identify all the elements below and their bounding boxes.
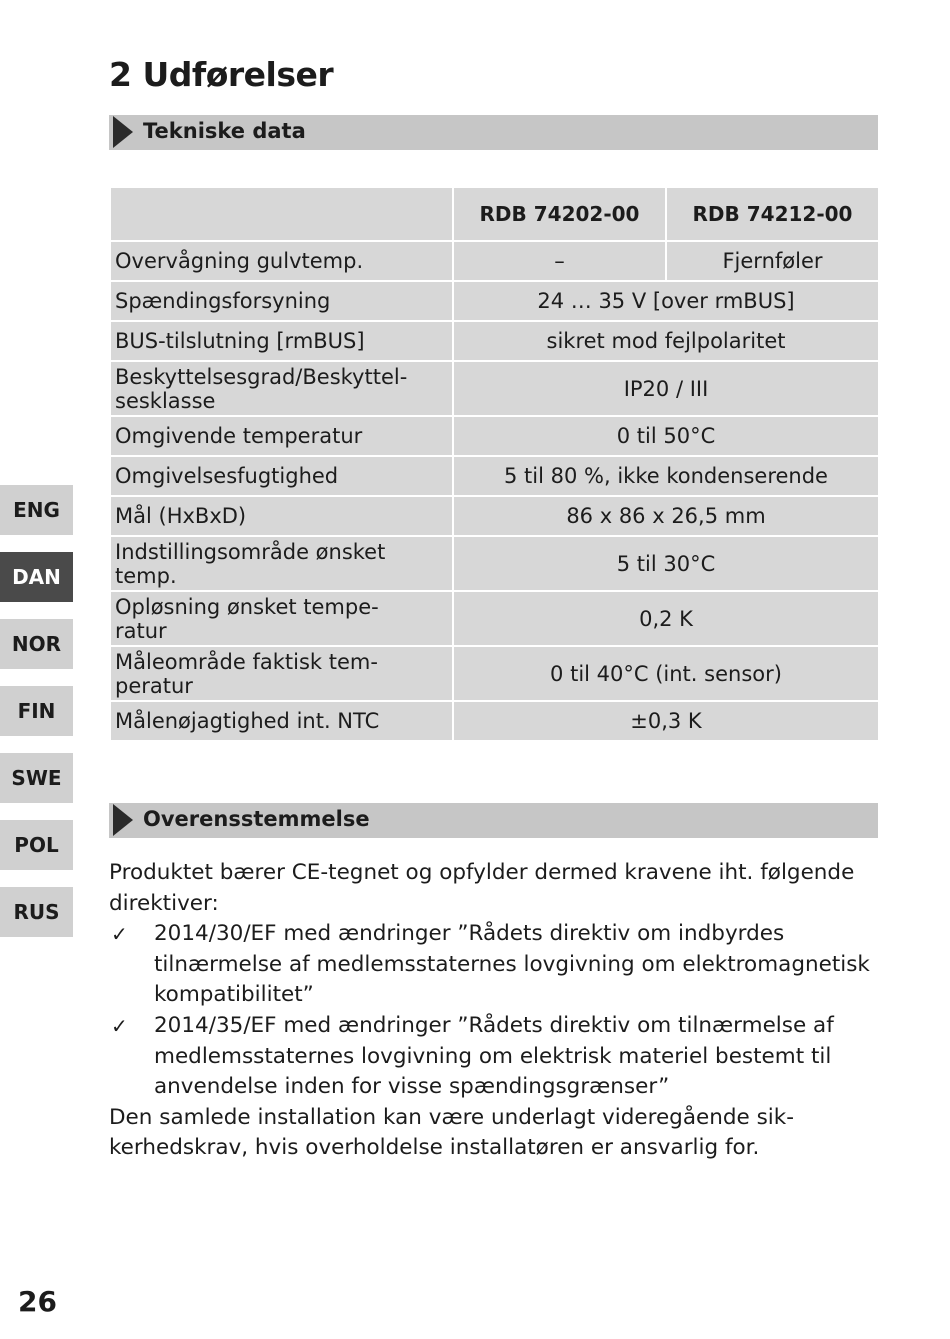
section-header-conformity <box>109 803 878 838</box>
row-value: 24 … 35 V [over rmBUS] <box>453 281 879 321</box>
table-row <box>110 536 879 591</box>
row-value: Fjernføler <box>666 241 879 281</box>
section-title: Overensstemmelse <box>143 807 370 831</box>
table-row <box>110 281 879 321</box>
row-value: 0,2 K <box>453 591 879 646</box>
row-label: Omgivende temperatur <box>110 416 453 456</box>
triangle-bullet-icon <box>113 116 133 148</box>
row-value: 5 til 30°C <box>453 536 879 591</box>
conformity-intro: Produktet bærer CE-tegnet og opfylder dermed kravene iht. følgende direktiver: <box>109 860 855 916</box>
table-row <box>110 361 879 416</box>
row-label: Beskyttelsesgrad/Beskyttel- sesklasse <box>110 361 453 416</box>
check-mark-icon: ✓ <box>111 1013 128 1038</box>
language-tab-nor[interactable]: NOR <box>0 619 73 669</box>
row-value: ±0,3 K <box>453 701 879 741</box>
row-label: Målenøjagtighed int. NTC <box>110 701 453 741</box>
row-value: 0 til 50°C <box>453 416 879 456</box>
directive-item <box>109 919 889 1011</box>
row-value: 0 til 40°C (int. sensor) <box>453 646 879 701</box>
table-header-empty <box>110 187 453 241</box>
row-label: Spændingsforsyning <box>110 281 453 321</box>
directive-item <box>109 1011 889 1103</box>
check-mark-icon: ✓ <box>111 922 128 947</box>
section-title: Tekniske data <box>143 119 306 143</box>
row-value: 86 x 86 x 26,5 mm <box>453 496 879 536</box>
table-header-model: RDB 74202-00 <box>453 187 666 241</box>
row-label: Omgivelsesfugtighed <box>110 456 453 496</box>
table-row <box>110 591 879 646</box>
table-row <box>110 496 879 536</box>
technical-data-table <box>109 186 880 742</box>
row-value: sikret mod fejlpolaritet <box>453 321 879 361</box>
row-label: Måleområde faktisk tem- peratur <box>110 646 453 701</box>
row-label: Overvågning gulvtemp. <box>110 241 453 281</box>
page-number: 26 <box>18 1285 57 1318</box>
page-title: 2 Udførelser <box>109 55 334 94</box>
row-value: 5 til 80 %, ikke kondenserende <box>453 456 879 496</box>
language-tab-pol[interactable]: POL <box>0 820 73 870</box>
language-tab-eng[interactable]: ENG <box>0 485 73 535</box>
language-tab-fin[interactable]: FIN <box>0 686 73 736</box>
section-header-technical-data <box>109 115 878 150</box>
row-label: BUS-tilslutning [rmBUS] <box>110 321 453 361</box>
conformity-text <box>109 858 889 1164</box>
directive-text: 2014/35/EF med ændringer ”Rådets direktiv om tilnærmelse af medlemsstaternes lovgivning om elektrisk materiel bestemt til anvendelse inden for visse spændingsgrænser” <box>154 1012 834 1100</box>
row-label: Indstillingsområde ønsket temp. <box>110 536 453 591</box>
row-label: Mål (HxBxD) <box>110 496 453 536</box>
table-header-model: RDB 74212-00 <box>666 187 879 241</box>
language-tab-swe[interactable]: SWE <box>0 753 73 803</box>
row-label: Opløsning ønsket tempe- ratur <box>110 591 453 646</box>
table-row <box>110 416 879 456</box>
table-row <box>110 241 879 281</box>
conformity-closing: Den samlede installation kan være underlagt videregående sikkerhedskrav, hvis overholdelse installatøren er ansvarlig for. <box>109 1104 794 1161</box>
language-tab-rus[interactable]: RUS <box>0 887 73 937</box>
table-row <box>110 646 879 701</box>
table-header-row <box>110 187 879 241</box>
row-value: – <box>453 241 666 281</box>
directive-text: 2014/30/EF med ændringer ”Rådets direktiv om indbyrdes tilnærmelse af medlemsstaternes lovgivning om elektromagnetisk kompatibilitet” <box>154 921 870 1008</box>
table-row <box>110 701 879 741</box>
row-value: IP20 / III <box>453 361 879 416</box>
triangle-bullet-icon <box>113 804 133 836</box>
table-row <box>110 456 879 496</box>
language-tab-dan[interactable]: DAN <box>0 552 73 602</box>
table-row <box>110 321 879 361</box>
